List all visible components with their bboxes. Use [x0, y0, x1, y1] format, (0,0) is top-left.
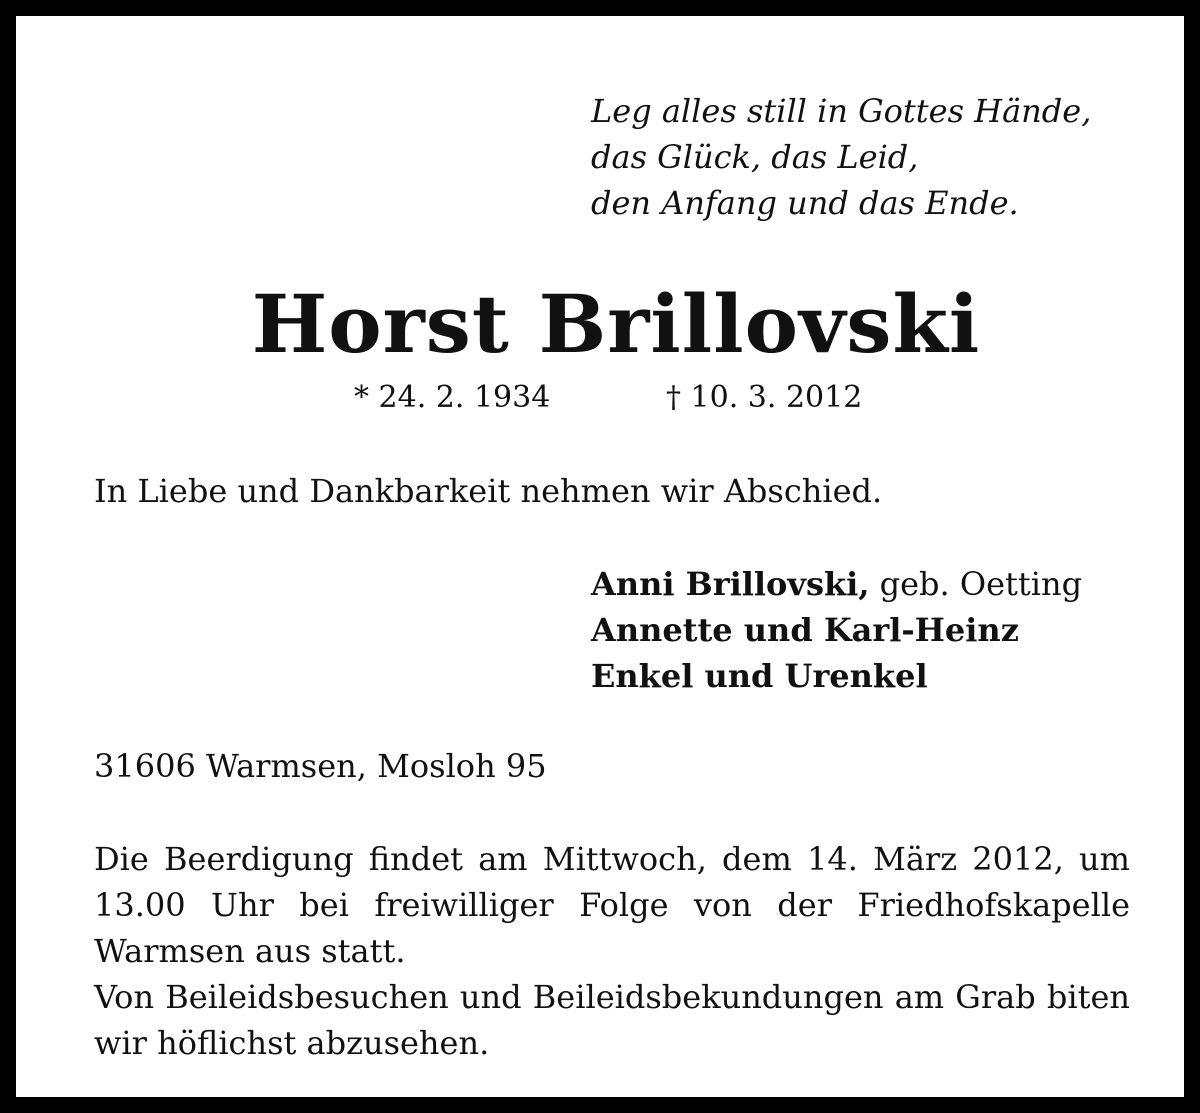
funeral-notice — [94, 836, 1130, 1066]
family-address: 31606 Warmsen, Mosloh 95 — [94, 747, 547, 785]
birth-date: * 24. 2. 1934 — [354, 380, 551, 415]
verse-line: das Glück, das Leid, — [591, 138, 919, 176]
verse-line: den Anfang und das Ende. — [591, 184, 1019, 222]
spouse-maiden-name: geb. Oetting — [869, 565, 1083, 603]
mourner-spouse — [591, 561, 1082, 607]
condolence-paragraph: Von Beileidsbesuchen und Beileidsbekundungen am Grab biten wir höflichst abzusehen. — [94, 978, 1130, 1062]
mourner-children: Annette und Karl-Heinz — [591, 611, 1019, 649]
spouse-name: Anni Brillovski, — [591, 565, 870, 603]
verse-line: Leg alles still in Gottes Hände, — [591, 92, 1092, 130]
mourner-grandchildren: Enkel und Urenkel — [591, 657, 928, 695]
deceased-name: Horst Brillovski — [251, 277, 981, 371]
death-date: † 10. 3. 2012 — [666, 380, 863, 415]
verse-block — [591, 88, 1171, 226]
farewell-text: In Liebe und Dankbarkeit nehmen wir Abschied. — [94, 472, 883, 510]
funeral-paragraph: Die Beerdigung findet am Mittwoch, dem 14. März 2012, um 13.00 Uhr bei freiwilliger Folge von der Friedhofskapelle Warmsen aus statt. — [94, 840, 1130, 970]
mourners-block — [591, 561, 1082, 699]
